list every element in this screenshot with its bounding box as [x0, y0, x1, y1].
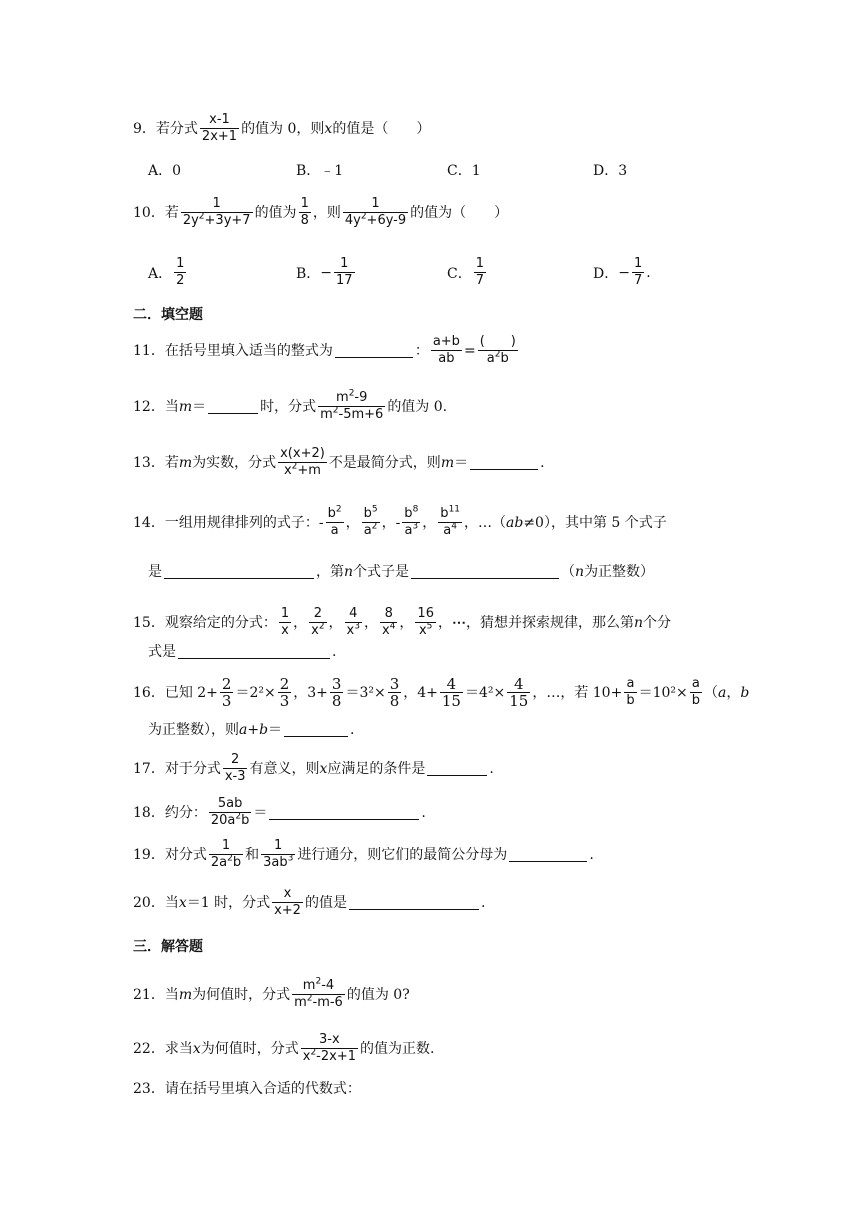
fraction: 1 2 [176, 256, 185, 288]
fraction: $b^{11}$ $a^4$ [440, 504, 461, 538]
question-20: 20． 当 x ＝1 时，分式 x x+2 的值是 . [133, 886, 486, 918]
fraction: 1 17 [336, 256, 353, 288]
option-b: B． − 1 17 [296, 256, 353, 288]
answer-blank [411, 564, 559, 579]
fraction: 3-x $x^2-2x+1$ [302, 1032, 356, 1064]
section-heading: 三．解答题 [133, 939, 203, 955]
section-heading: 二．填空题 [133, 307, 203, 323]
question-15-line2: 式是 . [148, 643, 337, 660]
fraction: 4 15 [441, 675, 461, 710]
fraction: $b^8$ $a^3$ [404, 504, 419, 538]
fraction: 5ab $20a^2b$ [210, 796, 250, 828]
question-15: 15． 观察给定的分式： 1 x ， 2 $x^2$ ， 4 $x^3$ ， 8 $x^4$ ， 16 $x^5$ ， ⋯ ，猜想并探索规律，那么第 n 个分 [133, 606, 671, 638]
fraction: $m^2-9$ $m^2-5m+6$ [320, 388, 384, 422]
fraction: x-1 2x+1 [201, 112, 238, 144]
q-number: 9． [133, 120, 156, 137]
fraction: 2 3 [221, 675, 232, 710]
fraction: 16 $x^5$ [417, 606, 434, 638]
question-16: 16． 已知 2+ 2 3 ＝2²× 2 3 ，3+ 3 8 ＝3²× 3 8 ，4+ 4 15 ＝4²× 4 15 ，…，若 10+ a b ＝10²× a b （ a ， b [133, 675, 750, 710]
fraction: 1 $3ab^3$ [263, 838, 294, 870]
answer-blank [269, 805, 419, 820]
fraction: $b^5$ $a^2$ [363, 504, 378, 538]
option-a: A．0 [148, 163, 182, 179]
question-16-line2: 为正整数），则 a+b ＝ . [148, 721, 355, 738]
option-b: B．﹣1 [296, 163, 344, 179]
answer-blank [178, 644, 330, 659]
fraction: 1 $4y^2+6y-9$ [344, 196, 407, 228]
answer-blank [349, 895, 479, 910]
question-18: 18． 约分： 5ab $20a^2b$ ＝ . [133, 796, 426, 828]
answer-blank [208, 399, 258, 414]
question-23: 23． 请在括号里填入合适的代数式： [133, 1081, 361, 1097]
fraction: 1 7 [475, 256, 484, 288]
option-d: D． − 1 7 . [593, 256, 651, 288]
fraction: a b [626, 676, 635, 708]
question-19: 19． 对分式 1 $2a^2b$ 和 1 $3ab^3$ 进行通分，则它们的最简公分母为 . [133, 838, 594, 870]
fraction: x(x+2) $x^2+m$ [280, 446, 325, 478]
question-12: 12． 当 m ＝ 时，分式 $m^2-9$ $m^2-5m+6$ 的值为 0. [133, 388, 448, 422]
fraction: 4 15 [509, 675, 529, 710]
fraction: x x+2 [274, 886, 301, 918]
answer-blank [509, 847, 587, 862]
question-13: 13． 若 m 为实数，分式 x(x+2) $x^2+m$ 不是最简分式，则 m ＝ . [133, 446, 545, 478]
answer-blank [284, 722, 348, 737]
fraction: 2 x-3 [224, 752, 246, 784]
fraction: 1 8 [300, 196, 309, 228]
question-17: 17． 对于分式 2 x-3 有意义，则 x 应满足的条件是 . [133, 752, 494, 784]
question-22: 22． 求当 x 为何值时，分式 3-x $x^2-2x+1$ 的值为正数. [133, 1032, 435, 1064]
option-d: D．3 [593, 163, 628, 179]
question-14-line2: 是 ，第 n 个式子是 （ n 为正整数） [148, 563, 655, 580]
fraction: 3 8 [331, 675, 342, 710]
question-9: 9． 若分式 x-1 2x+1 的值为 0，则 x 的值是（ ） [133, 112, 431, 144]
option-c: C．1 [447, 163, 481, 179]
fraction: 2 3 [279, 675, 290, 710]
question-11: 11． 在括号里填入适当的整式为 ： a+b ab = ( ) $a^2b$ [133, 334, 516, 366]
fraction: 8 $x^4$ [381, 606, 396, 638]
answer-blank [427, 761, 487, 776]
fraction: 1 $2y^2+3y+7$ [182, 196, 251, 228]
option-c: C． 1 7 [447, 256, 484, 288]
answer-blank [335, 343, 413, 358]
answer-blank [164, 564, 314, 579]
fraction: $m^2-4$ $m^2-m-6$ [294, 976, 343, 1010]
question-21: 21． 当 m 为何值时，分式 $m^2-4$ $m^2-m-6$ 的值为 0? [133, 976, 410, 1010]
question-10: 10． 若 1 $2y^2+3y+7$ 的值为 1 8 ，则 1 $4y^2+6y-9$ 的值为（ ） [133, 196, 509, 228]
fraction: a b [691, 676, 701, 708]
fraction: 4 $x^3$ [346, 606, 360, 638]
question-14: 14． 一组用规律排列的式子： - $b^2$ a ， $b^5$ $a^2$ ， - $b^8$ $a^3$ ， $b^{11}$ $a^4$ ，…（ ab ≠0），其中第 5 个式子 [133, 504, 667, 538]
fraction: 1 x [280, 606, 290, 638]
fraction: ( ) $a^2b$ [479, 334, 516, 366]
fraction: 2 $x^2$ [311, 606, 325, 638]
fraction: 1 $2a^2b$ [210, 838, 242, 870]
option-a: A． 1 2 [148, 256, 185, 288]
fraction: 3 8 [389, 675, 400, 710]
fraction: 1 7 [633, 256, 643, 288]
fraction: $b^2$ a [327, 504, 342, 538]
answer-blank [470, 455, 538, 470]
fraction: a+b ab [432, 334, 460, 366]
